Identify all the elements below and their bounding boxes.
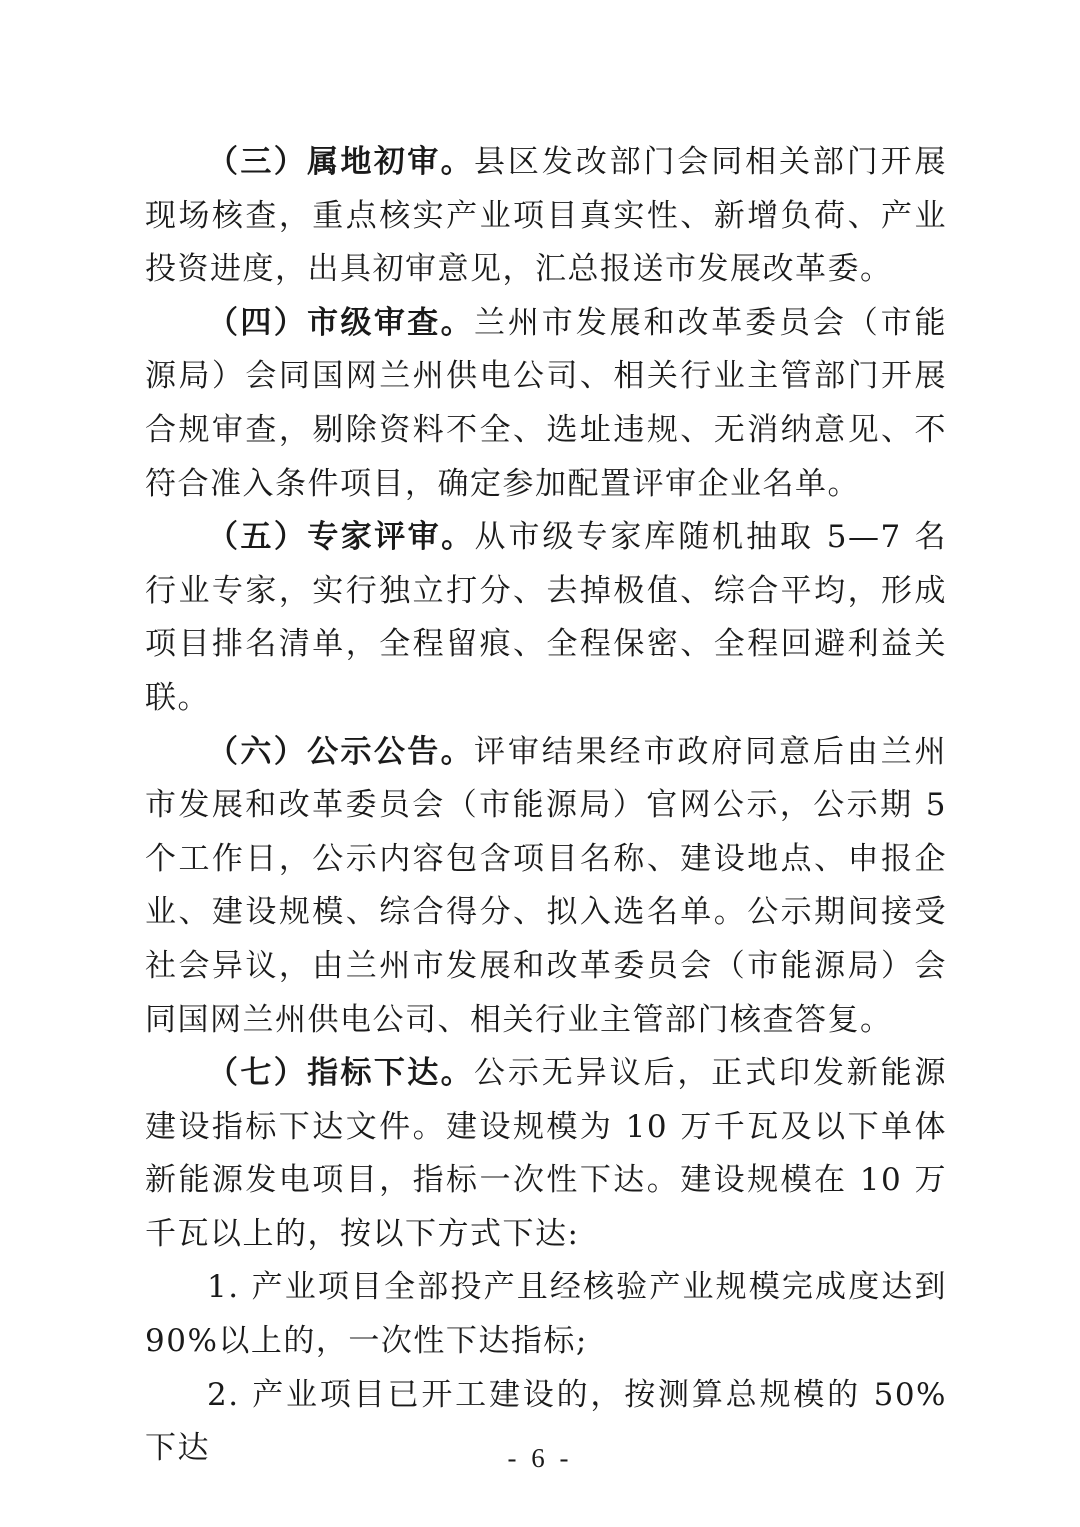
paragraph-quota-issuance — [145, 1047, 947, 1261]
section-heading: （七）指标下达。 — [207, 1055, 475, 1092]
paragraph-county-preliminary-review — [145, 136, 947, 297]
section-heading: （六）公示公告。 — [207, 733, 475, 770]
paragraph-text: 县区发改部门会同相关部门开展现场核查，重点核实产业项目真实性、新增负荷、产业投资进度，出具初审意见，汇总报送市发展改革委。 — [145, 144, 947, 288]
page-number: - 6 - — [507, 1443, 573, 1473]
paragraph-text: 评审结果经市政府同意后由兰州市发展和改革委员会（市能源局）官网公示，公示期 5 个工作日，公示内容包含项目名称、建设地点、申报企业、建设规模、综合得分、拟入选名单。公示期间接受社会异议，由兰州市发展和改革委员会（市能源局）会同国网兰州供电公司、相关行业主管部门核查答复。 — [145, 733, 947, 1038]
section-heading: （四）市级审查。 — [207, 304, 475, 341]
paragraph-public-notice — [145, 726, 947, 1048]
paragraph-text: 从市级专家库随机抽取 5—7 名行业专家，实行独立打分、去掉极值、综合平均，形成项目排名清单，全程留痕、全程保密、全程回避利益关联。 — [145, 519, 948, 716]
paragraph-text: 兰州市发展和改革委员会（市能源局）会同国网兰州供电公司、相关行业主管部门开展合规审查，剔除资料不全、选址违规、无消纳意见、不符合准入条件项目，确定参加配置评审企业名单。 — [145, 304, 947, 502]
section-heading: （五）专家评审。 — [207, 519, 475, 556]
paragraph-expert-review — [145, 511, 947, 725]
paragraph-text: 公示无异议后，正式印发新能源建设指标下达文件。建设规模为 10 万千瓦及以下单体新能源发电项目，指标一次性下达。建设规模在 10 万千瓦以上的，按以下方式下达: — [145, 1055, 947, 1252]
paragraph-municipal-review — [145, 297, 947, 511]
section-heading: （三）属地初审。 — [207, 144, 475, 180]
list-item: 1. 产业项目全部投产且经核验产业规模完成度达到 90%以上的，一次性下达指标; — [145, 1269, 947, 1360]
document-body — [145, 136, 947, 1476]
list-item: 2. 产业项目已开工建设的，按测算总规模的 50% 下达 — [145, 1376, 947, 1467]
